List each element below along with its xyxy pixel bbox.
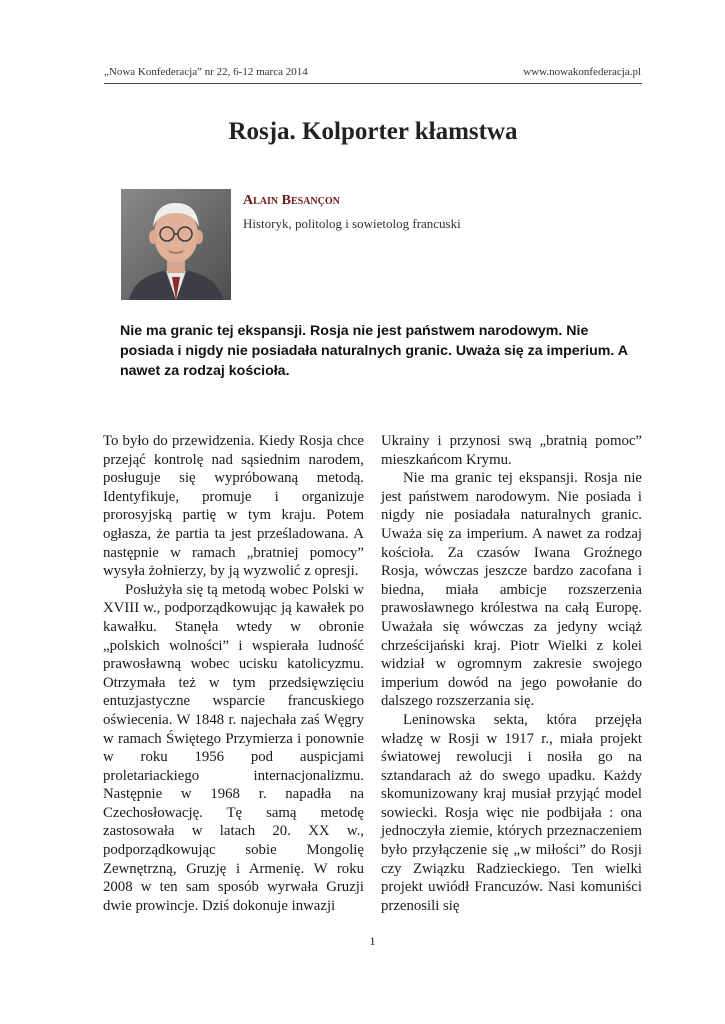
page-number: 1 <box>369 934 376 948</box>
body-paragraph: Posłużyła się tą metodą wobec Polski w XVIII w., podporządkowując ją kawałek po kawałku. Stanęła wtedy w obronie „polskich wolności” i wspierała ludność prawosławną wobec ucisku katolicyzmu. Otrzymała też w tym przedsięwzięciu entuzjastyczne wsparcie francuskiego oświecenia. W 1848 r. najechała zaś Węgry w ramach Świętego Przymierza i ponownie w roku 1956 pod auspicjami proletariackiego internacjonalizmu. Następnie w 1968 r. napadła na Czechosłowację. Tę samą metodę zastosowała w latach 20. XX w., podporządkowując sobie Mongolię Zewnętrzną, Gruzję i Armenię. W roku 2008 w ten sam sposób wyrwała Gruzji dwie prowincje. Dziś dokonuje inwazji <box>103 581 364 914</box>
body-paragraph: Nie ma granic tej ekspansji. Rosja nie jest państwem narodowym. Nie posiada i nigdy nie posiadała naturalnych granic. Uważa się za imperium. A nawet za rodzaj kościoła. Za czasów Iwana Groźnego Rosja, wówczas jeszcze bardzo zacofana i biedna, miała ambicje rozszerzenia prawosławnego królestwa na całą Europę. Uważała się wówczas za jedyny wciąż chrześcijański kraj. Piotr Wielki z kolei widział w ogromnym zakresie swojego imperium dowód na jego powołanie do dalszego rozszerzania się. <box>381 470 642 710</box>
article-title: Rosja. Kolporter kłamstwa <box>228 118 518 145</box>
publication-info: „Nowa Konfederacja” nr 22, 6-12 marca 2014 <box>104 66 308 78</box>
header-divider <box>104 83 642 84</box>
body-paragraph: Leninowska sekta, która przejęła władzę w Rosji w 1917 r., miała projekt światowej rewolucji i nosiła go na sztandarach aż do swego upadku. Każdy skomunizowany kraj musiał przyjąć model sowiecki. Rosja więc nie podbijała : ona jednoczyła ziemie, których przeznaczeniem było przyłączenie się „w miłości” do Rosji czy Związku Radzieckiego. Ten wielki projekt uwiódł Francuzów. Nasi komuniści przenosili się <box>381 711 642 914</box>
body-left-column <box>103 432 364 915</box>
author-description: Historyk, politolog i sowietolog francuski <box>243 216 461 231</box>
author-photo <box>121 189 231 300</box>
body-paragraph-continuation: Ukrainy i przynosi swą „bratnią pomoc” mieszkańcom Krymu. <box>381 433 642 468</box>
body-paragraph: To było do przewidzenia. Kiedy Rosja chce przejąć kontrolę nad sąsiednim narodem, posługuje się wypróbowaną metodą. Identyfikuje, promuje i organizuje prorosyjską partię w tym kraju. Potem ogłasza, że partia ta jest prześladowana. A następnie w ramach „bratniej pomocy” wysyła żołnierzy, by ją wyzwolić z opresji. <box>103 433 364 580</box>
body-right-column <box>381 432 642 915</box>
author-name: Alain Besançon <box>243 193 340 208</box>
website-url[interactable]: www.nowakonfederacja.pl <box>523 66 641 78</box>
lead-paragraph: Nie ma granic tej ekspansji. Rosja nie jest państwem narodowym. Nie posiada i nigdy nie posiadała naturalnych granic. Uważa się za imperium. A nawet za rodzaj kościoła. <box>120 323 628 379</box>
